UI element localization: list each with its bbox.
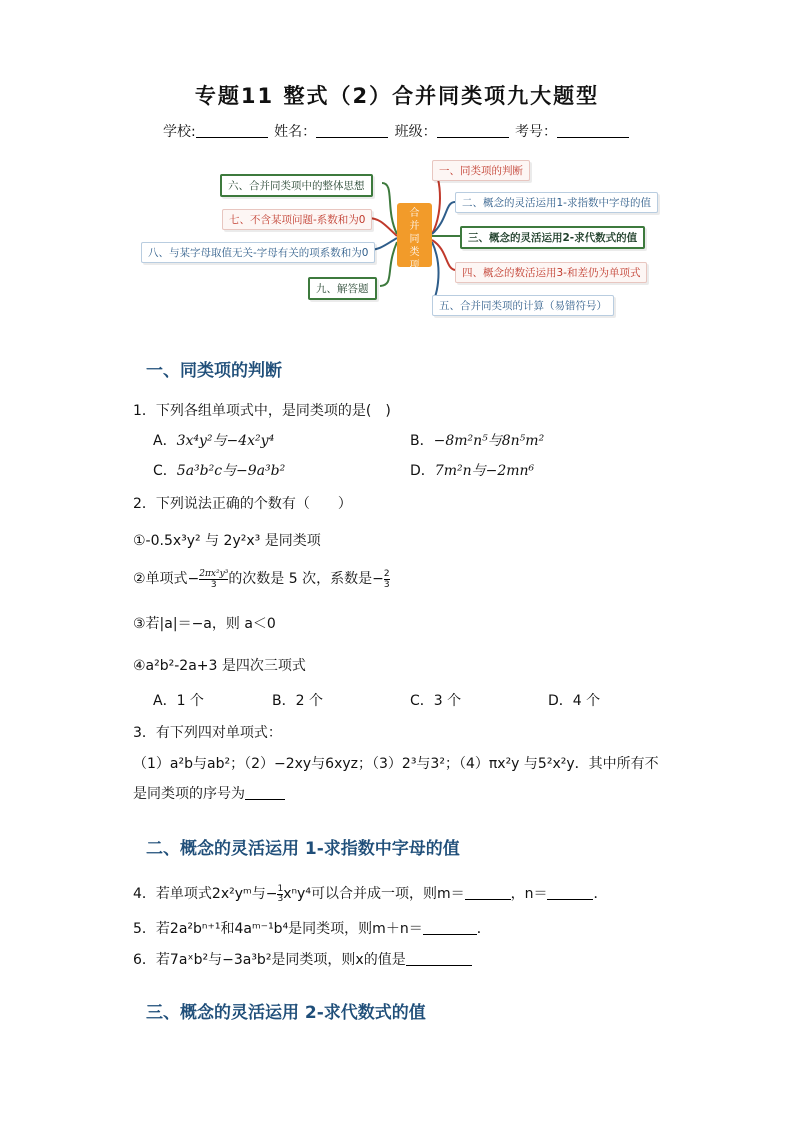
mindmap-node-1: 一、同类项的判断 (432, 160, 530, 181)
q2-option-b[interactable]: B．2 个 (272, 693, 323, 709)
q5-answer-blank[interactable] (423, 934, 477, 935)
number-label: 考号： (515, 124, 558, 140)
q1-option-a[interactable]: A．3x⁴y²与−4x²y⁴ (153, 433, 275, 449)
school-label: 学校: (162, 124, 196, 140)
q1-option-d[interactable]: D．7m²n与−2mn⁶ (410, 463, 535, 479)
q3-line-1: （1）a²b与ab²；（2）−2xy与6xyz；（3）2³与3²；（4）πx²y 与5²x²y．其中所有不 (133, 756, 659, 772)
mindmap-node-3: 三、概念的灵活运用2-求代数式的值 (460, 226, 645, 249)
school-blank[interactable] (196, 123, 268, 138)
mindmap-center-node: 合 并 同 类 项 (397, 203, 432, 267)
q2-option-a[interactable]: A．1 个 (153, 693, 204, 709)
q2-option-c[interactable]: C．3 个 (410, 693, 462, 709)
mindmap-node-8: 八、与某字母取值无关-字母有关的项系数和为0 (141, 242, 375, 263)
q2-stem: 2．下列说法正确的个数有（ ） (133, 496, 352, 512)
section-heading-1: 一、同类项的判断 (146, 361, 282, 381)
class-blank[interactable] (437, 123, 509, 138)
q1-option-b[interactable]: B．−8m²n⁵与8n⁵m² (410, 433, 545, 449)
section-heading-2: 二、概念的灵活运用 1-求指数中字母的值 (146, 839, 460, 859)
name-label: 姓名： (274, 124, 317, 140)
mindmap-node-4: 四、概念的数活运用3-和差仍为单项式 (455, 262, 647, 283)
mindmap-node-2: 二、概念的灵活运用1-求指数中字母的值 (455, 192, 658, 213)
document-title: 专题11 整式（2）合并同类项九大题型 (194, 84, 600, 108)
q4-m-blank[interactable] (465, 899, 511, 900)
number-blank[interactable] (557, 123, 629, 138)
mindmap-node-6: 六、合并同类项中的整体思想 (220, 174, 373, 197)
section-heading-3: 三、概念的灵活运用 2-求代数式的值 (146, 1003, 426, 1023)
q2-option-d[interactable]: D．4 个 (548, 693, 601, 709)
q3-answer-blank[interactable] (245, 799, 285, 800)
q1-stem: 1．下列各组单项式中，是同类项的是( ) (133, 403, 391, 419)
class-label: 班级： (394, 124, 437, 140)
q6-text: 6．若7aˣb²与−3a³b²是同类项，则x的值是 (133, 949, 472, 969)
q2-statement-2: ②单项式− $\frac{\text{2πx²y³}}{3}$ 的次数是 5 次，系数是− $\frac{2}{3}$ (133, 568, 390, 590)
q3-line-2: 是同类项的序号为 (133, 783, 285, 803)
q1-option-c[interactable]: C．5a³b²c与−9a³b² (153, 463, 286, 479)
q4-n-blank[interactable] (547, 899, 593, 900)
mindmap-node-5: 五、合并同类项的计算（易错符号） (432, 295, 614, 316)
student-info-line (0, 121, 794, 141)
q3-stem: 3．有下列四对单项式： (133, 725, 282, 741)
mindmap-node-7: 七、不含某项问题-系数和为0 (222, 209, 372, 230)
q6-answer-blank[interactable] (406, 965, 472, 966)
q2-statement-3: ③若|a|＝−a，则 a＜0 (133, 616, 276, 632)
mindmap-node-9: 九、解答题 (308, 277, 377, 300)
q4-text: 4．若单项式2x²yᵐ与− $\frac{1}{3}$ xⁿy⁴可以合并成一项，则m＝ ，n＝ ． (133, 883, 608, 904)
q5-text: 5．若2a²bⁿ⁺¹和4aᵐ⁻¹b⁴是同类项，则m＋n＝ ． (133, 921, 491, 937)
q2-statement-4: ④a²b²-2a+3 是四次三项式 (133, 658, 306, 674)
q2-statement-1: ①-0.5x³y² 与 2y²x³ 是同类项 (133, 533, 321, 549)
name-blank[interactable] (316, 123, 388, 138)
